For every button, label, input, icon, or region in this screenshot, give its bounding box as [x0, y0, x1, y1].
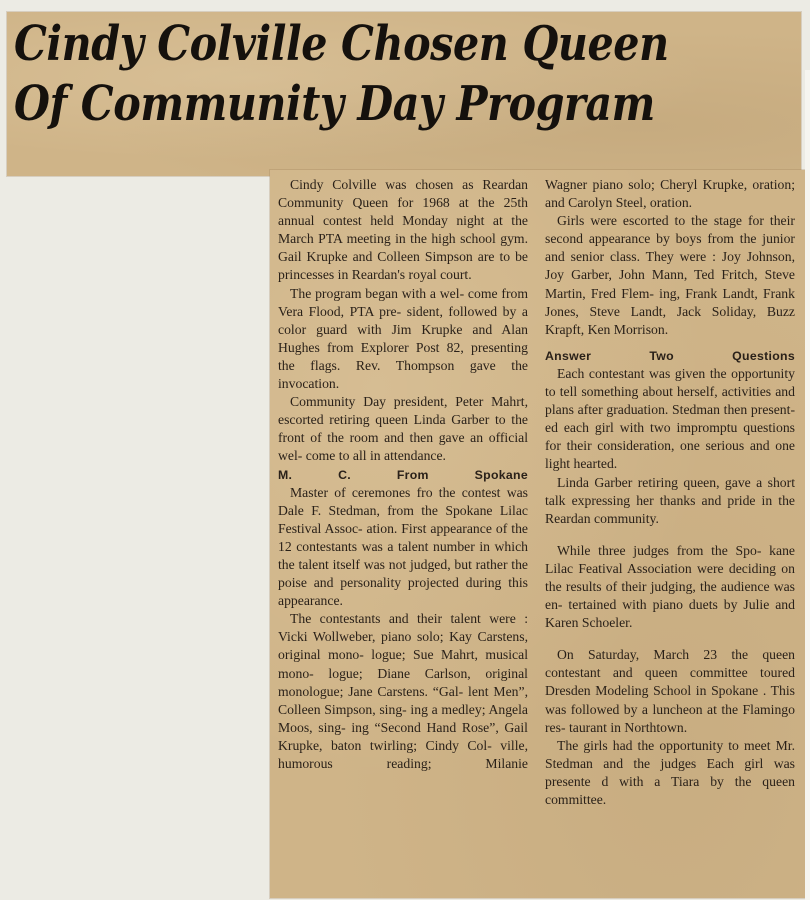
paragraph: Wagner piano solo; Cheryl Krupke, oration; and Carolyn Steel, oration. [545, 177, 795, 211]
page-margin [805, 70, 810, 900]
headline [14, 14, 693, 134]
article-column-2 [545, 176, 795, 809]
paragraph: The program began with a wel- come from Vera Flood, PTA pre- sident, followed by a color guard with Jim Krupke and Alan Hughes from Explorer Post 82, presenting the flags. Rev. Thompson gave the invocation. [278, 285, 528, 392]
article-column-1 [278, 176, 528, 773]
paragraph: Girls were escorted to the stage for their second appearance by boys from the junior and senior class. They were : Joy Johnson, Joy Garber, John Mann, Ted Fritch, Steve Martin, Fred Flem- ing, Frank Landt, Frank Jones, Steve Landt, Jack Soliday, Buzz Krapft, Ken Morrison. [545, 213, 795, 337]
paragraph: Master of ceremones fro the contest was Dale F. Stedman, from the Spokane Lilac Festival Assoc- ation. First appearance of the 12 contestants was a talent number in which the talent itself was not judged, but rather the poise and personality projected during this appearance. [278, 484, 528, 609]
paragraph: Linda Garber retiring queen, gave a short talk expressing her thanks and pride in the Reardan community. [545, 474, 795, 526]
paragraph: Cindy Colville was chosen as Reardan Community Queen for 1968 at the 25th annual contest held Monday night at the March PTA meeting in the high school gym. Gail Krupke and Colleen Simpson are to be princesses in Reardan's royal court. [278, 177, 528, 283]
subheading: M. C. From Spokane [278, 467, 528, 482]
paragraph: Each contestant was given the opportunity to tell something about herself, activities and plans after graduation. Stedman then present- ed each girl with two impromptu questions for their consideration, one serious and one light hearted. [545, 365, 795, 472]
paragraph: The girls had the opportunity to meet Mr. Stedman and the judges Each girl was presente d with a Tiara by the queen committee. [545, 737, 795, 807]
headline-line-2: Of Community Day Program [14, 76, 655, 132]
paragraph: On Saturday, March 23 the queen contestant and queen committee toured Dresden Modeling School in Spokane . This was followed by a luncheon at the Flamingo res- taurant in Northtown. [545, 647, 795, 735]
paragraph: The contestants and their talent were : Vicki Wollweber, piano solo; Kay Carstens, original mono- logue; Sue Mahrt, musical mono- logue; Diane Carlson, original monologue; Jane Carstens. “Gal- lent Men”, Colleen Simpson, sing- ing a medley; Angela Moos, sing- ing “Second Hand Rose”, Gail Krupke, baton twirling; Cindy Col- ville, humorous reading; Milanie [278, 611, 528, 771]
paragraph: Community Day president, Peter Mahrt, escorted retiring queen Linda Garber to the front of the room and then gave an official wel- come to all in attendance. [278, 394, 528, 464]
headline-line-1: Cindy Colville Chosen Queen [14, 16, 669, 72]
subheading: Answer Two Questions [545, 348, 795, 363]
paragraph: While three judges from the Spo- kane Lilac Featival Association were deciding on the results of their judging, the audience was en- tertained with piano duets by Julie and Karen Schoeler. [545, 542, 795, 631]
